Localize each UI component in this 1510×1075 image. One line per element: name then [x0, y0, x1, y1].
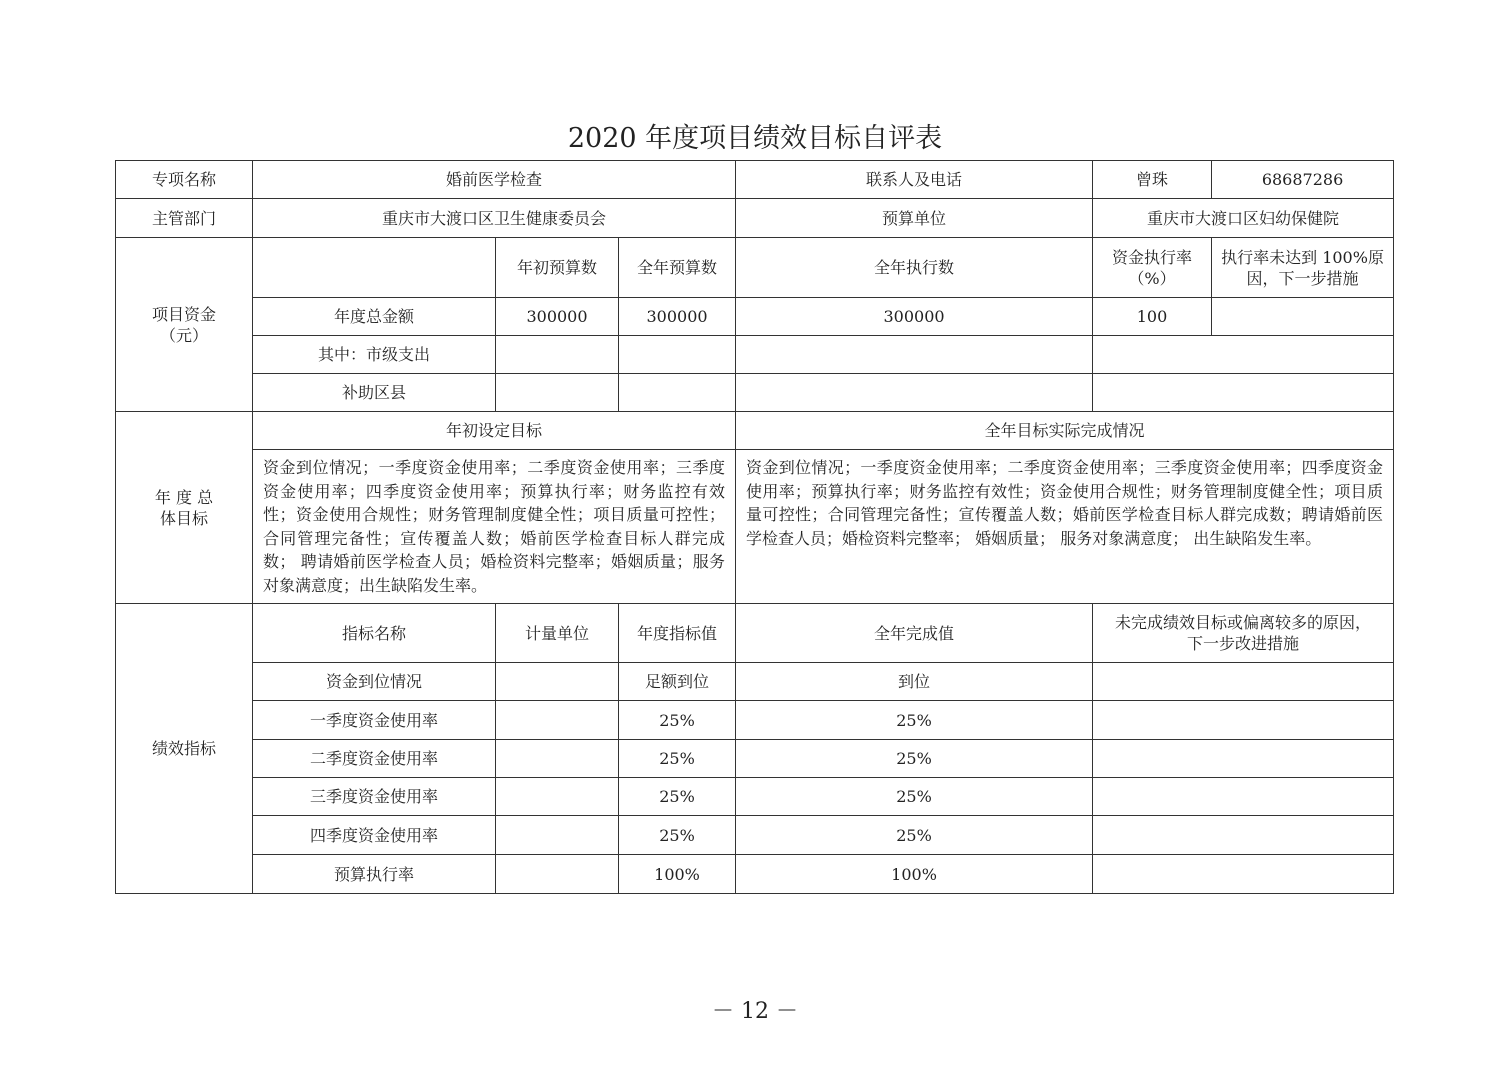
- blank-cell: [253, 238, 496, 298]
- indicator: 预算执行率: [253, 855, 496, 894]
- col-header: 计量单位: [496, 604, 619, 663]
- col-header: 年初设定目标: [253, 412, 736, 450]
- perf-label: 绩效指标: [116, 604, 253, 894]
- col-header: 全年执行数: [736, 238, 1093, 298]
- col-header: 年初预算数: [496, 238, 619, 298]
- value: [619, 374, 736, 412]
- page-number: － 12 －: [712, 999, 798, 1024]
- col-header: 资金执行率（%）: [1093, 238, 1212, 298]
- initial-goals-text: 资金到位情况；一季度资金使用率；二季度资金使用率；三季度资金使用率；四季度资金使用率；预算执行率；财务监控有效性；资金使用合规性；财务管理制度健全性；项目质量可控性；合同管理完备性；宣传覆盖人数；婚前医学检查目标人群完成数； 聘请婚前医学检查人员；婚检资料完整率；婚姻质量；服务对象满意度；出生缺陷发生率。: [253, 450, 736, 604]
- label: 专项名称: [116, 161, 253, 199]
- value: 100: [1093, 298, 1212, 336]
- reason: [1093, 740, 1394, 778]
- indicator: 资金到位情况: [253, 663, 496, 701]
- target: 100%: [619, 855, 736, 894]
- col-header: 执行率未达到 100%原因，下一步措施: [1212, 238, 1394, 298]
- value: [496, 336, 619, 374]
- indicator: 四季度资金使用率: [253, 816, 496, 855]
- col-header: 指标名称: [253, 604, 496, 663]
- col-header: 全年预算数: [619, 238, 736, 298]
- unit: [496, 816, 619, 855]
- reason: [1093, 701, 1394, 740]
- row-name: 其中：市级支出: [253, 336, 496, 374]
- value: [1212, 298, 1394, 336]
- actual: 25%: [736, 740, 1093, 778]
- row-name: 年度总金额: [253, 298, 496, 336]
- unit: [496, 701, 619, 740]
- value: 300000: [736, 298, 1093, 336]
- label: 主管部门: [116, 199, 253, 238]
- budget-unit: 重庆市大渡口区妇幼保健院: [1093, 199, 1394, 238]
- value: [1093, 374, 1394, 412]
- target: 25%: [619, 701, 736, 740]
- col-header: 全年目标实际完成情况: [736, 412, 1394, 450]
- evaluation-table: [115, 160, 1394, 894]
- dept: 重庆市大渡口区卫生健康委员会: [253, 199, 736, 238]
- col-header: 全年完成值: [736, 604, 1093, 663]
- contact-name: 曾珠: [1093, 161, 1212, 199]
- col-header: 年度指标值: [619, 604, 736, 663]
- actual: 25%: [736, 778, 1093, 816]
- indicator: 二季度资金使用率: [253, 740, 496, 778]
- unit: [496, 778, 619, 816]
- value: [619, 336, 736, 374]
- contact-phone: 68687286: [1212, 161, 1394, 199]
- reason: [1093, 778, 1394, 816]
- target: 25%: [619, 816, 736, 855]
- label: 联系人及电话: [736, 161, 1093, 199]
- row-name: 补助区县: [253, 374, 496, 412]
- actual-completion-text: 资金到位情况；一季度资金使用率；二季度资金使用率；三季度资金使用率；四季度资金使用率；预算执行率；财务监控有效性；资金使用合规性；财务管理制度健全性；项目质量可控性；合同管理完备性；宣传覆盖人数；婚前医学检查目标人群完成数；聘请婚前医学检查人员；婚检资料完整率； 婚姻质量； 服务对象满意度； 出生缺陷发生率。: [736, 450, 1394, 604]
- funds-label: 项目资金（元）: [116, 238, 253, 412]
- indicator: 一季度资金使用率: [253, 701, 496, 740]
- unit: [496, 855, 619, 894]
- unit: [496, 740, 619, 778]
- indicator: 三季度资金使用率: [253, 778, 496, 816]
- value: [736, 374, 1093, 412]
- project-name: 婚前医学检查: [253, 161, 736, 199]
- value: 300000: [619, 298, 736, 336]
- value: [496, 374, 619, 412]
- label: 预算单位: [736, 199, 1093, 238]
- reason: [1093, 816, 1394, 855]
- col-header: 未完成绩效目标或偏离较多的原因，下一步改进措施: [1093, 604, 1394, 663]
- value: [736, 336, 1093, 374]
- value: [1093, 336, 1394, 374]
- value: 300000: [496, 298, 619, 336]
- actual: 100%: [736, 855, 1093, 894]
- page-title: 2020 年度项目绩效目标自评表: [567, 123, 943, 154]
- target: 足额到位: [619, 663, 736, 701]
- target: 25%: [619, 740, 736, 778]
- reason: [1093, 855, 1394, 894]
- actual: 25%: [736, 816, 1093, 855]
- reason: [1093, 663, 1394, 701]
- goals-label: 年 度 总体目标: [116, 412, 253, 604]
- actual: 25%: [736, 701, 1093, 740]
- actual: 到位: [736, 663, 1093, 701]
- target: 25%: [619, 778, 736, 816]
- unit: [496, 663, 619, 701]
